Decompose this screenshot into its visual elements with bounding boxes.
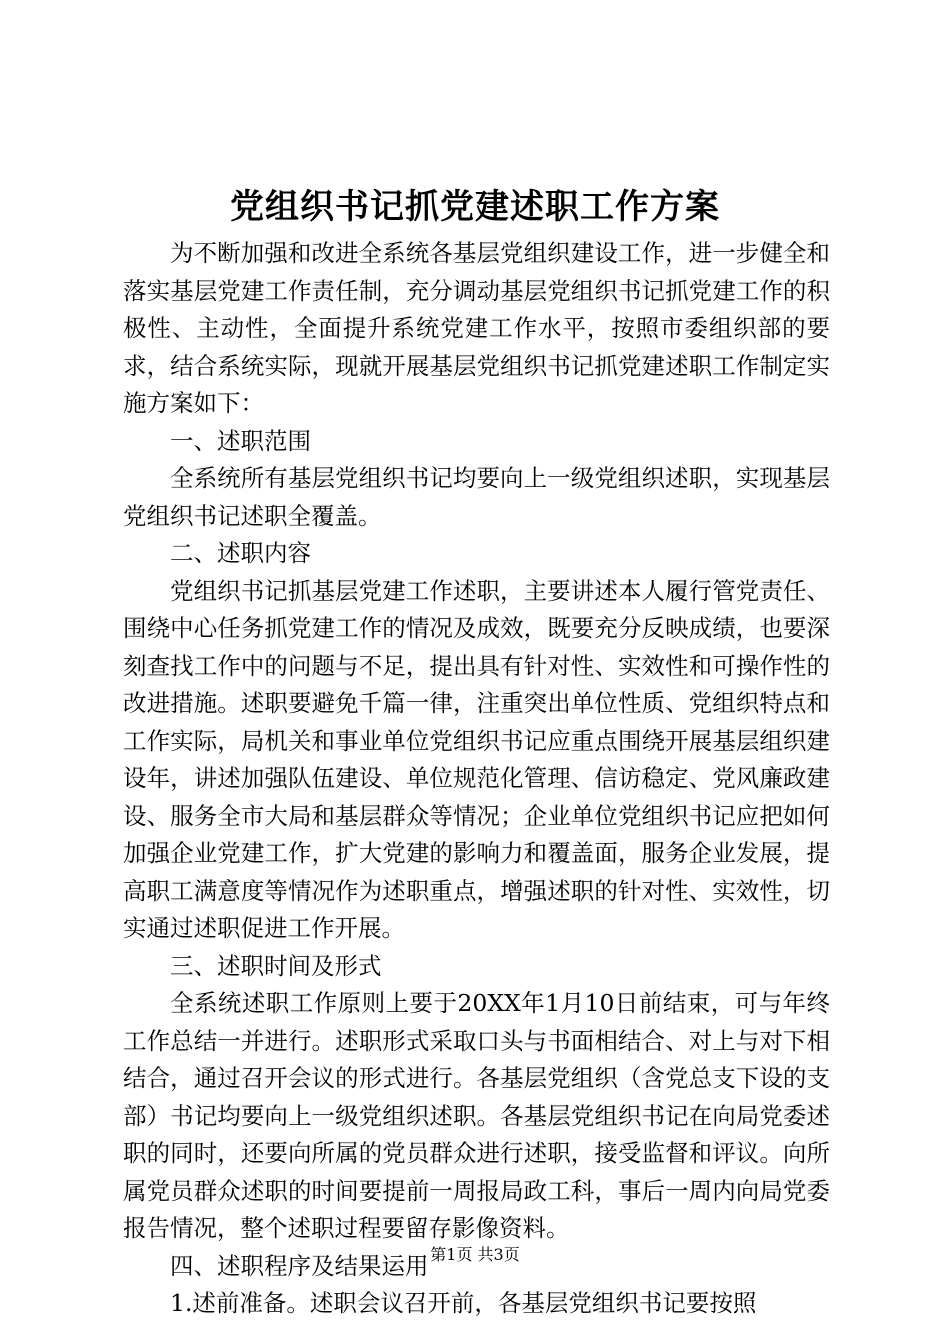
paragraph-content: 党组织书记抓基层党建工作述职，主要讲述本人履行管党责任、围绕中心任务抓党建工作的情况及成效，既要充分反映成绩，也要深刻查找工作中的问题与不足，提出具有针对性、实效性和可操作性的改进措施。述职要避免千篇一律，注重突出单位性质、党组织特点和工作实际，局机关和事业单位党组织书记应重点围绕开展基层组织建设年，讲述加强队伍建设、单位规范化管理、信访稳定、党风廉政建设、服务全市大局和基层群众等情况；企业单位党组织书记应把如何加强企业党建工作，扩大党建的影响力和覆盖面，服务企业发展，提高职工满意度等情况作为述职重点，增强述职的针对性、实效性，切实通过述职促进工作开展。: [123, 576, 830, 942]
section-heading-3: 三、述职时间及形式: [170, 951, 382, 980]
paragraph-scope: 全系统所有基层党组织书记均要向上一级党组织述职，实现基层党组织书记述职全覆盖。: [123, 464, 830, 530]
paragraph-time-form: 全系统述职工作原则上要于20XX年1月10日前结束，可与年终工作总结一并进行。述职形式采取口头与书面相结合、对上与对下相结合，通过召开会议的形式进行。各基层党组织（含党总支下设的支部）书记均要向上一级党组织述职。各基层党组织书记在向局党委述职的同时，还要向所属的党员群众进行述职，接受监督和评议。向所属党员群众述职的时间要提前一周报局政工科，事后一周内向局党委报告情况，整个述职过程要留存影像资料。: [123, 989, 830, 1242]
paragraph-step-1: 1.述前准备。述职会议召开前，各基层党组织书记要按照: [170, 1289, 757, 1317]
document-body: [123, 235, 830, 1323]
document-title: 党组织书记抓党建述职工作方案: [230, 187, 720, 227]
section-heading-2: 二、述职内容: [170, 539, 311, 567]
section-heading-4: 四、述职程序及结果运用: [170, 1251, 429, 1280]
page-footer: 第1页 共3页: [430, 1245, 520, 1264]
section-heading-1: 一、述职范围: [170, 426, 311, 455]
paragraph-intro: 为不断加强和改进全系统各基层党组织建设工作，进一步健全和落实基层党建工作责任制，充分调动基层党组织书记抓党建工作的积极性、主动性，全面提升系统党建工作水平，按照市委组织部的要求，结合系统实际，现就开展基层党组织书记抓党建述职工作制定实施方案如下：: [123, 239, 830, 417]
